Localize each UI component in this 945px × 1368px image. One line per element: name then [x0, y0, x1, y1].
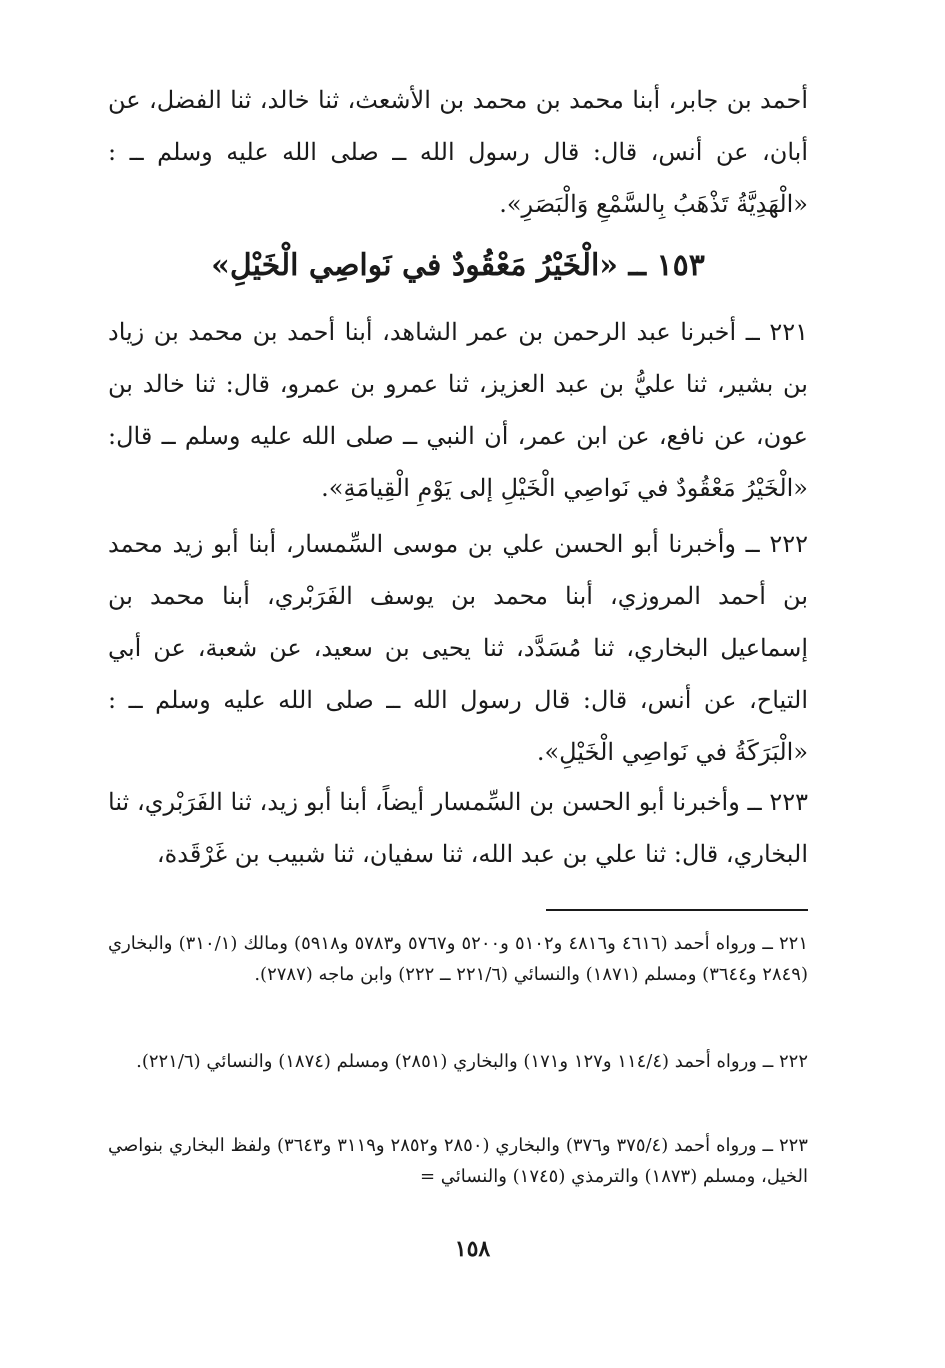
- footnote-222: ٢٢٢ ــ ورواه أحمد (١١٤/٤ و١٢٧ و١٧١) والبخاري (٢٨٥١) ومسلم (١٨٧٤) والنسائي (٢٢١/٦).: [136, 1051, 808, 1072]
- hadith-paragraph-223: ٢٢٣ ــ وأخبرنا أبو الحسن بن السِّمسار أيضاً، أبنا أبو زيد، ثنا الفَرَبْري، ثنا البخاري، قال: ثنا علي بن عبد الله، ثنا سفيان، ثنا شبيب بن غَرْقَدة،: [108, 788, 809, 868]
- chapter-heading: ١٥٣ ــ «الْخَيْرُ مَعْقُودٌ في نَواصِي الْخَيْلِ»: [211, 248, 705, 283]
- hadith-paragraph-222: ٢٢٢ ــ وأخبرنا أبو الحسن علي بن موسى السِّمسار، أبنا أبو زيد محمد بن أحمد المروزي، أبنا محمد بن يوسف الفَرَبْري، أبنا محمد بن إسماعيل البخاري، ثنا مُسَدَّد، ثنا يحيى بن سعيد، عن شعبة، عن أبي التياح، عن أنس، قال: قال رسول الله ــ صلى الله عليه وسلم ــ : «الْبَرَكَةُ في نَواصِي الْخَيْلِ».: [108, 530, 808, 766]
- page-number: ١٥٨: [454, 1236, 491, 1262]
- footnote-divider: [546, 909, 808, 911]
- footnote-223: ٢٢٣ ــ ورواه أحمد (٣٧٥/٤ و٣٧٦) والبخاري (٢٨٥٠ و٢٨٥٢ و٣١١٩ و٣٦٤٣) ولفظ البخاري بنواصي الخيل، ومسلم (١٨٧٣) والترمذي (١٧٤٥) والنسائي =: [108, 1135, 808, 1187]
- footnote-221: ٢٢١ ــ ورواه أحمد (٤٦١٦ و٤٨١٦ و٥١٠٢ و٥٢٠٠ و٥٧٦٧ و٥٧٨٣ و٥٩١٨) ومالك (٣١٠/١) والبخاري (٢٨٤٩ و٣٦٤٤) ومسلم (١٨٧١) والنسائي (٢٢١/٦ ــ ٢٢٢) وابن ماجه (٢٧٨٧).: [108, 933, 809, 985]
- hadith-paragraph-221: ٢٢١ ــ أخبرنا عبد الرحمن بن عمر الشاهد، أبنا أحمد بن محمد بن زياد بن بشير، ثنا عليُّ بن عبد العزيز، ثنا عمرو بن عمرو، قال: ثنا خالد بن عون، عن نافع، عن ابن عمر، أن النبي ــ صلى الله عليه وسلم ــ قال: «الْخَيْرُ مَعْقُودٌ في نَواصِي الْخَيْلِ إلى يَوْمِ الْقِيامَةِ».: [108, 318, 808, 502]
- intro-paragraph: أحمد بن جابر، أبنا محمد بن محمد بن الأشعث، ثنا خالد، ثنا الفضل، عن أبان، عن أنس، قال: قال رسول الله ــ صلى الله عليه وسلم ــ : «الْهَدِيَّةُ تَذْهَبُ بِالسَّمْعِ وَالْبَصَرِ».: [108, 86, 809, 218]
